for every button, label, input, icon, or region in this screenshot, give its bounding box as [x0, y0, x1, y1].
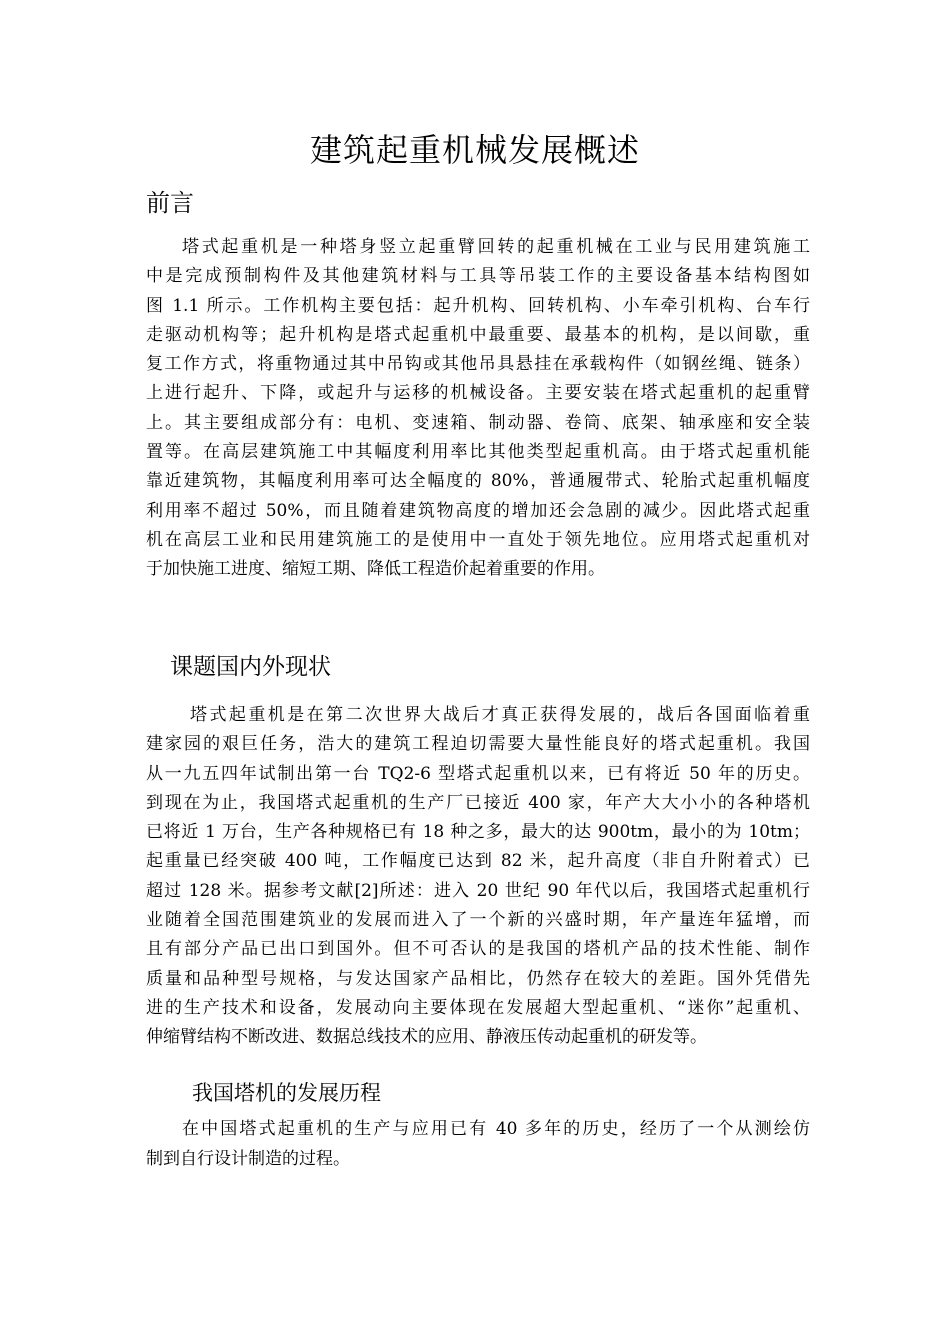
history-paragraph: [146, 1114, 810, 1174]
paragraph-line: 质量和品种型号规格，与发达国家产品相比，仍然存在较大的差距。国外凭借先: [146, 968, 810, 989]
paragraph-line: 置等。在高层建筑施工中其幅度利用率比其他类型起重机高。由于塔式起重机能: [146, 442, 810, 463]
section-heading-status: 课题国内外现状: [170, 654, 331, 680]
paragraph-line: 建家园的艰巨任务，浩大的建筑工程迫切需要大量性能良好的塔式起重机。我国: [146, 734, 810, 755]
paragraph-line: 在中国塔式起重机的生产与应用已有 40 多年的历史，经历了一个从测绘仿: [182, 1119, 810, 1139]
paragraph-line: 复工作方式，将重物通过其中吊钩或其他吊具悬挂在承载构件（如钢丝绳、链条）: [146, 354, 810, 375]
paragraph-line: 中是完成预制构件及其他建筑材料与工具等吊装工作的主要设备基本结构图如: [146, 266, 810, 287]
paragraph-line: 到现在为止，我国塔式起重机的生产厂已接近 400 家，年产大大小小的各种塔机: [146, 792, 810, 813]
paragraph-line: 从一九五四年试制出第一台 TQ2-6 型塔式起重机以来，已有将近 50 年的历史。: [146, 763, 810, 784]
paragraph-line: 于加快施工进度、缩短工期、降低工程造价起着重要的作用。: [146, 559, 605, 580]
paragraph-line: 图 1.1 所示。工作机构主要包括：起升机构、回转机构、小车牵引机构、台车行: [146, 295, 810, 316]
paragraph-line: 已将近 1 万台，生产各种规格已有 18 种之多，最大的达 900tm，最小的为 10tm；: [146, 822, 810, 843]
paragraph-line: 进的生产技术和设备，发展动向主要体现在发展超大型起重机、“迷你”起重机、: [146, 997, 810, 1018]
section-heading-history: 我国塔机的发展历程: [192, 1081, 381, 1105]
paragraph-line: 塔式起重机是在第二次世界大战后才真正获得发展的，战后各国面临着重: [190, 705, 810, 725]
paragraph-line: 机在高层工业和民用建筑施工的是使用中一直处于领先地位。应用塔式起重机对: [146, 529, 810, 550]
paragraph-line: 伸缩臂结构不断改进、数据总线技术的应用、静液压传动起重机的研发等。: [146, 1027, 707, 1048]
paragraph-line: 制到自行设计制造的过程。: [146, 1149, 350, 1169]
status-paragraph: [146, 701, 810, 1053]
paragraph-line: 走驱动机构等；起升机构是塔式起重机中最重要、最基本的机构，是以间歇，重: [146, 324, 810, 345]
document-title: 建筑起重机械发展概述: [309, 131, 640, 169]
paragraph-line: 上进行起升、下降，或起升与运移的机械设备。主要安装在塔式起重机的起重臂: [146, 383, 810, 404]
paragraph-line: 塔式起重机是一种塔身竖立起重臂回转的起重机械在工业与民用建筑施工: [182, 237, 810, 257]
paragraph-line: 靠近建筑物，其幅度利用率可达全幅度的 80%，普通履带式、轮胎式起重机幅度: [146, 471, 810, 492]
paragraph-line: 上。其主要组成部分有：电机、变速箱、制动器、卷筒、底架、轴承座和安全装: [146, 412, 810, 433]
preface-paragraph: [146, 233, 810, 585]
paragraph-line: 业随着全国范围建筑业的发展而进入了一个新的兴盛时期，年产量连年猛增，而: [146, 910, 810, 931]
paragraph-line: 超过 128 米。据参考文献[2]所述：进入 20 世纪 90 年代以后，我国塔式起重机行: [146, 880, 810, 901]
paragraph-line: 且有部分产品已出口到国外。但不可否认的是我国的塔机产品的技术性能、制作: [146, 939, 810, 960]
paragraph-line: 起重量已经突破 400 吨，工作幅度已达到 82 米，起升高度（非自升附着式）已: [146, 851, 810, 872]
section-heading-preface: 前言: [146, 189, 194, 217]
paragraph-line: 利用率不超过 50%，而且随着建筑物高度的增加还会急剧的减少。因此塔式起重: [146, 500, 810, 521]
